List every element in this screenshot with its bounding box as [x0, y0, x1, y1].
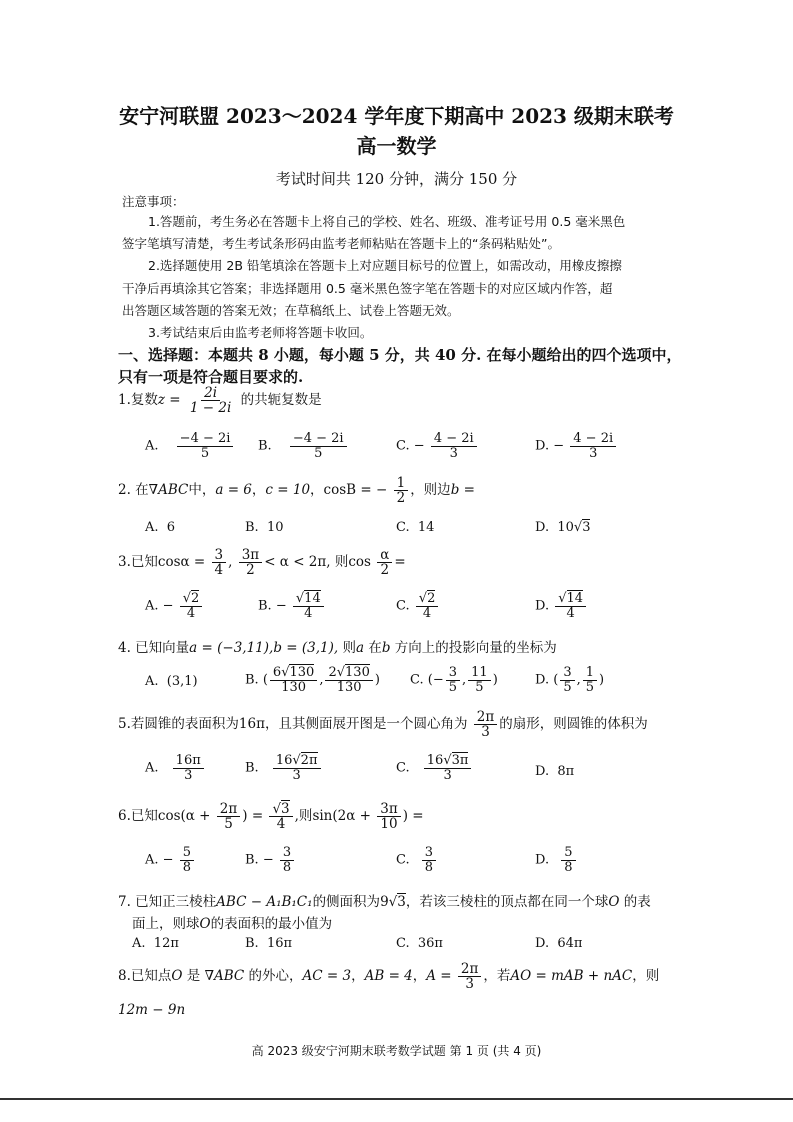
q4-option-b[interactable]: B. ( $\frac{6√130}{130}$ , $\frac{2√130}{130}$ ) [245, 665, 380, 695]
q5-option-b[interactable]: B. $\frac{16√2\pi}{3}$ [245, 754, 323, 782]
question-6: 6.已知cos(α + $\frac{2\pi}{5}$ ) = $\frac{√3}{4}$ ,则sin(2α + $\frac{3\pi}{10}$ ) = [118, 801, 424, 833]
q3-option-b[interactable]: B. − $\frac{√14}{4}$ [258, 592, 326, 620]
notice-line: 1.答题前，考生务必在答题卡上将自己的学校、姓名、班级、准考证号用 0.5 毫米黑色 [148, 214, 626, 229]
q7-option-c[interactable]: C. 36π [396, 936, 443, 951]
notice-heading: 注意事项： [122, 194, 185, 209]
q4-option-c[interactable]: C. (− $\frac{3}{5}$ , $\frac{11}{5}$ ) [410, 665, 498, 695]
notice-line: 出答题区域答题的答案无效；在草稿纸上、试卷上答题无效。 [122, 303, 460, 318]
notice-line: 3.考试结束后由监考老师将答题卡收回。 [148, 325, 373, 340]
question-7: 7. 已知正三棱柱ABC − A₁B₁C₁的侧面积为9√3，若该三棱柱的顶点都在同一个球O 的表 [118, 894, 651, 910]
q1-option-b[interactable]: B. $\frac{-4 - 2i}{5}$ [258, 432, 349, 460]
q4-option-a[interactable]: A. (3,1) [145, 674, 198, 689]
notice-line: 签字笔填写清楚，考生考试条形码由监考老师粘贴在答题卡上的“条码粘贴处”。 [122, 236, 560, 251]
notice-line: 2.选择题使用 2B 铅笔填涂在答题卡上对应题目标号的位置上，如需改动，用橡皮擦擦 [148, 258, 622, 273]
exam-info: 考试时间共 120 分钟，满分 150 分 [275, 170, 518, 188]
question-7-line2: 面上，则球O的表面积的最小值为 [132, 916, 333, 932]
section-heading-2: 只有一项是符合题目要求的. [118, 368, 304, 386]
exam-title: 安宁河联盟 2023～2024 学年度下期高中 2023 级期末联考 [119, 104, 674, 128]
bottom-rule [0, 1098, 793, 1100]
page-footer: 高 2023 级安宁河期末联考数学试题 第 1 页 (共 4 页) [251, 1044, 542, 1058]
question-5: 5.若圆锥的表面积为16π，且其侧面展开图是一个圆心角为 $\frac{2\pi}{3}$ 的扇形，则圆锥的体积为 [118, 709, 648, 741]
q2-option-b[interactable]: B. 10 [245, 520, 284, 535]
subject-title: 高一数学 [356, 134, 437, 158]
q6-option-b[interactable]: B. − $\frac{3}{8}$ [245, 846, 296, 874]
q6-option-d[interactable]: D. $\frac{5}{8}$ [535, 846, 578, 874]
section-heading: 一、选择题：本题共 8 小题，每小题 5 分，共 40 分. 在每小题给出的四个选项中， [118, 346, 682, 364]
question-8-line2: 12m − 9n [118, 1002, 186, 1018]
q6-option-c[interactable]: C. $\frac{3}{8}$ [396, 846, 438, 874]
q1-option-a[interactable]: A. $\frac{-4 - 2i}{5}$ [145, 432, 235, 460]
q2-option-c[interactable]: C. 14 [396, 520, 435, 535]
question-4: 4. 已知向量a = (−3,11),b = (3,1), 则a 在b 方向上的投影向量的坐标为 [118, 640, 557, 656]
q6-option-a[interactable]: A. − $\frac{5}{8}$ [145, 846, 196, 874]
question-2: 2. 在∇ABC中，a = 6，c = 10，cosB = − $\frac{1}{2}$ ，则边b = [118, 475, 475, 507]
notice-line: 干净后再填涂其它答案；非选择题用 0.5 毫米黑色签字笔在答题卡的对应区域内作答，超 [122, 281, 613, 296]
q5-option-c[interactable]: C. $\frac{16√3\pi}{3}$ [396, 754, 473, 782]
q3-option-a[interactable]: A. − $\frac{√2}{4}$ [145, 592, 204, 620]
q3-option-c[interactable]: C. $\frac{√2}{4}$ [396, 592, 440, 620]
q3-option-d[interactable]: D. $\frac{√14}{4}$ [535, 592, 588, 620]
q5-option-a[interactable]: A. $\frac{16\pi}{3}$ [145, 754, 206, 782]
q7-option-a[interactable]: A. 12π [132, 936, 179, 951]
q7-option-b[interactable]: B. 16π [245, 936, 293, 951]
q2-option-a[interactable]: A. 6 [145, 520, 176, 535]
q2-option-d[interactable]: D. 10√3 [535, 520, 591, 535]
q7-option-d[interactable]: D. 64π [535, 936, 583, 951]
q1-option-d[interactable]: D. − $\frac{4 - 2i}{3}$ [535, 432, 618, 460]
q5-option-d[interactable]: D. 8π [535, 764, 575, 779]
question-8: 8.已知点O 是 ∇ABC 的外心，AC = 3，AB = 4，A = $\frac{2\pi}{3}$ ，若AO = mAB + nAC，则 [118, 961, 660, 993]
question-3: 3.已知cosα = $\frac{3}{4}$ , $\frac{3\pi}{2}$ < α < 2π, 则cos $\frac{\alpha}{2}$ = [118, 547, 406, 579]
q1-option-c[interactable]: C. − $\frac{4 - 2i}{3}$ [396, 432, 479, 460]
question-1: 1.复数z = $\frac{2i}{1 - 2i}$ 的共轭复数是 [118, 385, 322, 417]
q4-option-d[interactable]: D. ( $\frac{3}{5}$ , $\frac{1}{5}$ ) [535, 665, 605, 695]
